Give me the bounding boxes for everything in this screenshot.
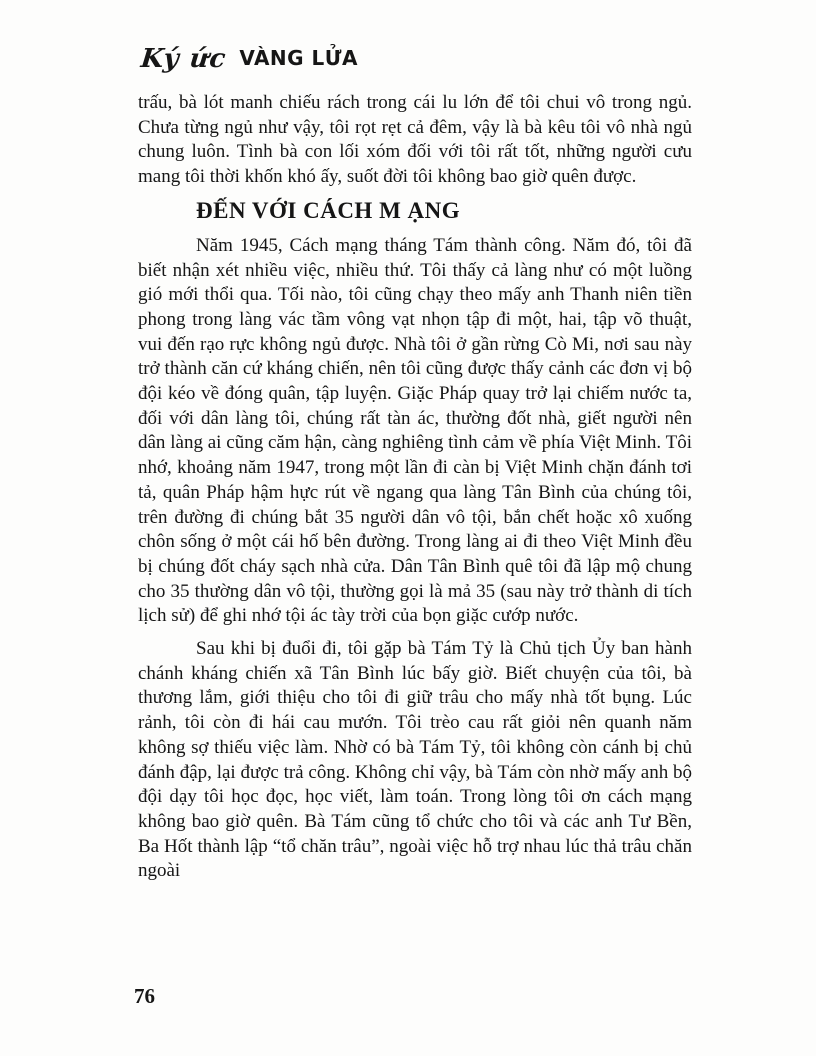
section-heading: ĐẾN VỚI CÁCH M ẠNG: [196, 197, 461, 223]
paragraph-continuation: trấu, bà lót manh chiếu rách trong cái lu lớn để tôi chui vô trong ngủ. Chưa từng ngủ như vậy, tôi rọt rẹt cả đêm, vậy là bà kêu tôi vô nhà ngủ chung luôn. Tình bà con lối xóm đối với tôi rất tốt, những người cưu mang tôi thời khốn khó ấy, suốt đời tôi không bao giờ quên được.: [138, 92, 692, 188]
running-header-series-title: Ký ức: [139, 44, 228, 74]
paragraph: Sau khi bị đuổi đi, tôi gặp bà Tám Tỷ là Chủ tịch Ủy ban hành chánh kháng chiến xã Tân Bình lúc bấy giờ. Biết chuyện của tôi, bà thương lắm, giới thiệu cho tôi đi giữ trâu cho mấy nhà tốt bụng. Lúc rảnh, tôi còn đi hái cau mướn. Tôi trèo cau rất giỏi nên quanh năm không sợ thiếu việc làm. Nhờ có bà Tám Tỷ, tôi không còn cánh bị chủ đánh đập, lại được trả công. Không chỉ vậy, bà Tám còn nhờ mấy anh bộ đội dạy tôi học đọc, học viết, làm toán. Trong lòng tôi ơn cách mạng không bao giờ quên. Bà Tám cũng tổ chức cho tôi và các anh Tư Bền, Ba Hốt thành lập “tổ chăn trâu”, ngoài việc hỗ trợ nhau lúc thả trâu chăn ngoài: [138, 638, 692, 882]
paragraph: Năm 1945, Cách mạng tháng Tám thành công. Năm đó, tôi đã biết nhận xét nhiều việc, nhiều thứ. Tôi thấy cả làng như có một luồng gió mới thổi qua. Tối nào, tôi cũng chạy theo mấy anh Thanh niên tiền phong trong làng vác tầm vông vạt nhọn tập đi một, hai, tập võ thuật, vui đến rạo rực không ngủ được. Nhà tôi ở gần rừng Cò Mi, nơi sau này trở thành căn cứ kháng chiến, nên tôi cũng được thấy cảnh các đơn vị bộ đội kéo về đóng quân, tập luyện. Giặc Pháp quay trở lại chiếm nước ta, đối với dân làng tôi, chúng rất tàn ác, thường đốt nhà, giết người nên dân làng ai cũng căm hận, càng nghiêng tình cảm về phía Việt Minh. Tôi nhớ, khoảng năm 1947, trong một lần đi càn bị Việt Minh chặn đánh tơi tả, quân Pháp hậm hực rút về ngang qua làng Tân Bình của chúng tôi, trên đường đi chúng bắt 35 người dân vô tội, bắn chết hoặc xô xuống chôn sống ở một cái hố bên đường. Trong làng ai đi theo Việt Minh đều bị chúng đốt cháy sạch nhà cửa. Dân Tân Bình quê tôi đã lập mộ chung cho 35 thường dân vô tội, thường gọi là mả 35 (sau này trở thành di tích lịch sử) để ghi nhớ tội ác tày trời của bọn giặc cướp nước.: [138, 234, 692, 627]
page-body: [138, 91, 692, 884]
running-header: [141, 44, 358, 74]
running-header-book-title: VÀNG LỬA: [239, 46, 358, 70]
page-number: 76: [134, 984, 155, 1008]
